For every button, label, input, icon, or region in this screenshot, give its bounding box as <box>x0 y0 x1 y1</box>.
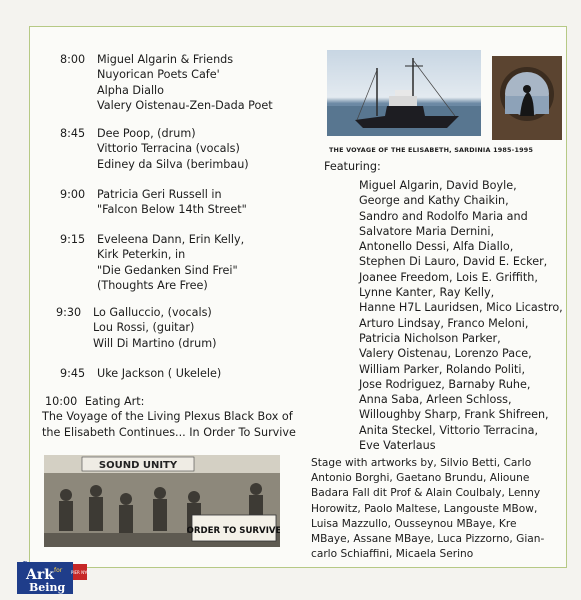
stage-line: Stage with artworks by, Silvio Betti, Carlo <box>311 457 532 469</box>
featured-artist-line: Antonello Dessi, Alfa Diallo, <box>359 240 514 254</box>
pier-badge-text: PIER NYC <box>70 570 89 575</box>
featured-artist-line: Arturo Lindsay, Franco Meloni, <box>359 316 529 330</box>
featured-artist-line: Salvatore Maria Dernini, <box>359 224 495 238</box>
order-to-survive-sign: ORDER TO SURVIVE <box>186 526 280 536</box>
stage-line: MBaye, Assane MBaye, Luca Pizzorno, Gian- <box>311 532 545 545</box>
featured-artist-line: Jose Rodriguez, Barnaby Ruhe, <box>359 377 531 391</box>
ship-photo-art <box>327 50 481 136</box>
logo-prefix: The <box>23 561 33 567</box>
logo-word-being: Being <box>29 581 66 594</box>
performer-line: Valery Oistenau-Zen-Dada Poet <box>97 98 273 112</box>
schedule-time: 9:00 <box>60 188 86 201</box>
performer-line: Alpha Diallo <box>97 83 165 97</box>
featured-artist-line: George and Kathy Chaikin, <box>359 194 509 208</box>
schedule-performers <box>97 126 249 172</box>
featured-artist-line: Sandro and Rodolfo Maria and <box>359 209 528 223</box>
logo-word-ark: Ark <box>26 567 54 583</box>
featured-artist-line: Patricia Nicholson Parker, <box>359 331 501 345</box>
performer-line: Patricia Geri Russell in <box>97 188 222 201</box>
schedule-time: 8:00 <box>60 53 86 66</box>
schedule-time: 8:45 <box>60 127 86 140</box>
featured-artist-line: Joanee Freedom, Lois E. Griffith, <box>359 270 538 284</box>
featured-artist-line: Valery Oistenau, Lorenzo Pace, <box>359 347 532 361</box>
schedule-time: 9:45 <box>60 367 86 380</box>
performer-line: "Die Gedanken Sind Frei" <box>97 263 238 277</box>
schedule-performers <box>97 232 244 293</box>
featured-artist-line: Stephen Di Lauro, David E. Ecker, <box>359 255 548 269</box>
performance-photo <box>44 455 280 547</box>
porthole-photo-art <box>492 56 562 140</box>
logo-art <box>17 558 89 594</box>
eating-art-time: 10:00 <box>45 395 78 408</box>
photo-caption: THE VOYAGE OF THE ELISABETH, SARDINIA 1985-1995 <box>329 146 534 154</box>
schedule-performers <box>97 366 221 381</box>
featuring-list <box>359 178 563 453</box>
featured-artist-line: Anna Saba, Arleen Schloss, <box>359 393 512 407</box>
featured-artist-line: Lynne Kanter, Ray Kelly, <box>359 286 495 300</box>
eating-art-line: the Elisabeth Continues... In Order To Survive <box>42 425 296 439</box>
stage-artworks-text <box>311 456 544 562</box>
performer-line: Dee Poop, (drum) <box>97 127 196 140</box>
eating-art-line: The Voyage of the Living Plexus Black Box of <box>42 410 293 424</box>
schedule-performers <box>93 305 217 351</box>
schedule-time: 9:15 <box>60 233 86 246</box>
performance-photo-art <box>44 455 280 547</box>
logo-word-for: for <box>54 567 63 574</box>
stage-line: Badara Fall dit Prof & Alain Coulbaly, Lenny <box>311 487 541 500</box>
performer-line: Kirk Peterkin, in <box>97 248 186 262</box>
featured-artist-line: Eve Vaterlaus <box>359 439 436 453</box>
performer-line: Nuyorican Poets Cafe' <box>97 68 220 82</box>
featured-artist-line: Willoughby Sharp, Frank Shifreen, <box>359 408 549 422</box>
featured-artist-line: William Parker, Rolando Politi, <box>359 362 526 376</box>
performer-line: Lo Galluccio, (vocals) <box>93 306 212 319</box>
performer-line: Eveleena Dann, Erin Kelly, <box>97 233 245 246</box>
performer-line: (Thoughts Are Free) <box>97 278 208 292</box>
ark-for-being-logo <box>17 558 89 594</box>
eating-art-block <box>42 394 296 440</box>
eating-art-title: Eating Art: <box>84 395 145 408</box>
performer-line: "Falcon Below 14th Street" <box>97 203 247 217</box>
performer-line: Will Di Martino (drum) <box>93 336 217 350</box>
performer-line: Ediney da Silva (berimbau) <box>97 157 249 171</box>
stage-line: Antonio Borghi, Gaetano Brundu, Alioune <box>311 472 530 485</box>
performer-line: Miguel Algarin & Friends <box>97 53 234 66</box>
porthole-photo <box>492 56 562 140</box>
featured-artist-line: Anita Steckel, Vittorio Terracina, <box>359 423 539 437</box>
performer-line: Lou Rossi, (guitar) <box>93 321 195 335</box>
featured-artist-line: Miguel Algarin, David Boyle, <box>359 179 517 192</box>
performer-line: Vittorio Terracina (vocals) <box>97 142 240 156</box>
ship-photo <box>327 50 481 136</box>
stage-line: Horowitz, Paolo Maltese, Langouste MBow, <box>311 502 538 515</box>
schedule-performers <box>97 52 273 113</box>
performer-line: Uke Jackson ( Ukelele) <box>97 367 222 380</box>
stage-line: Luisa Mazzullo, Ousseynou MBaye, Kre <box>311 517 517 530</box>
sound-unity-sign: SOUND UNITY <box>98 460 178 471</box>
schedule-time: 9:30 <box>56 306 82 319</box>
schedule-performers <box>97 187 247 218</box>
featured-artist-line: Hanne H7L Lauridsen, Mico Licastro, <box>359 301 563 315</box>
featuring-label: Featuring: <box>324 160 381 173</box>
stage-line: carlo Schiaffini, Micaela Serino <box>311 548 474 561</box>
